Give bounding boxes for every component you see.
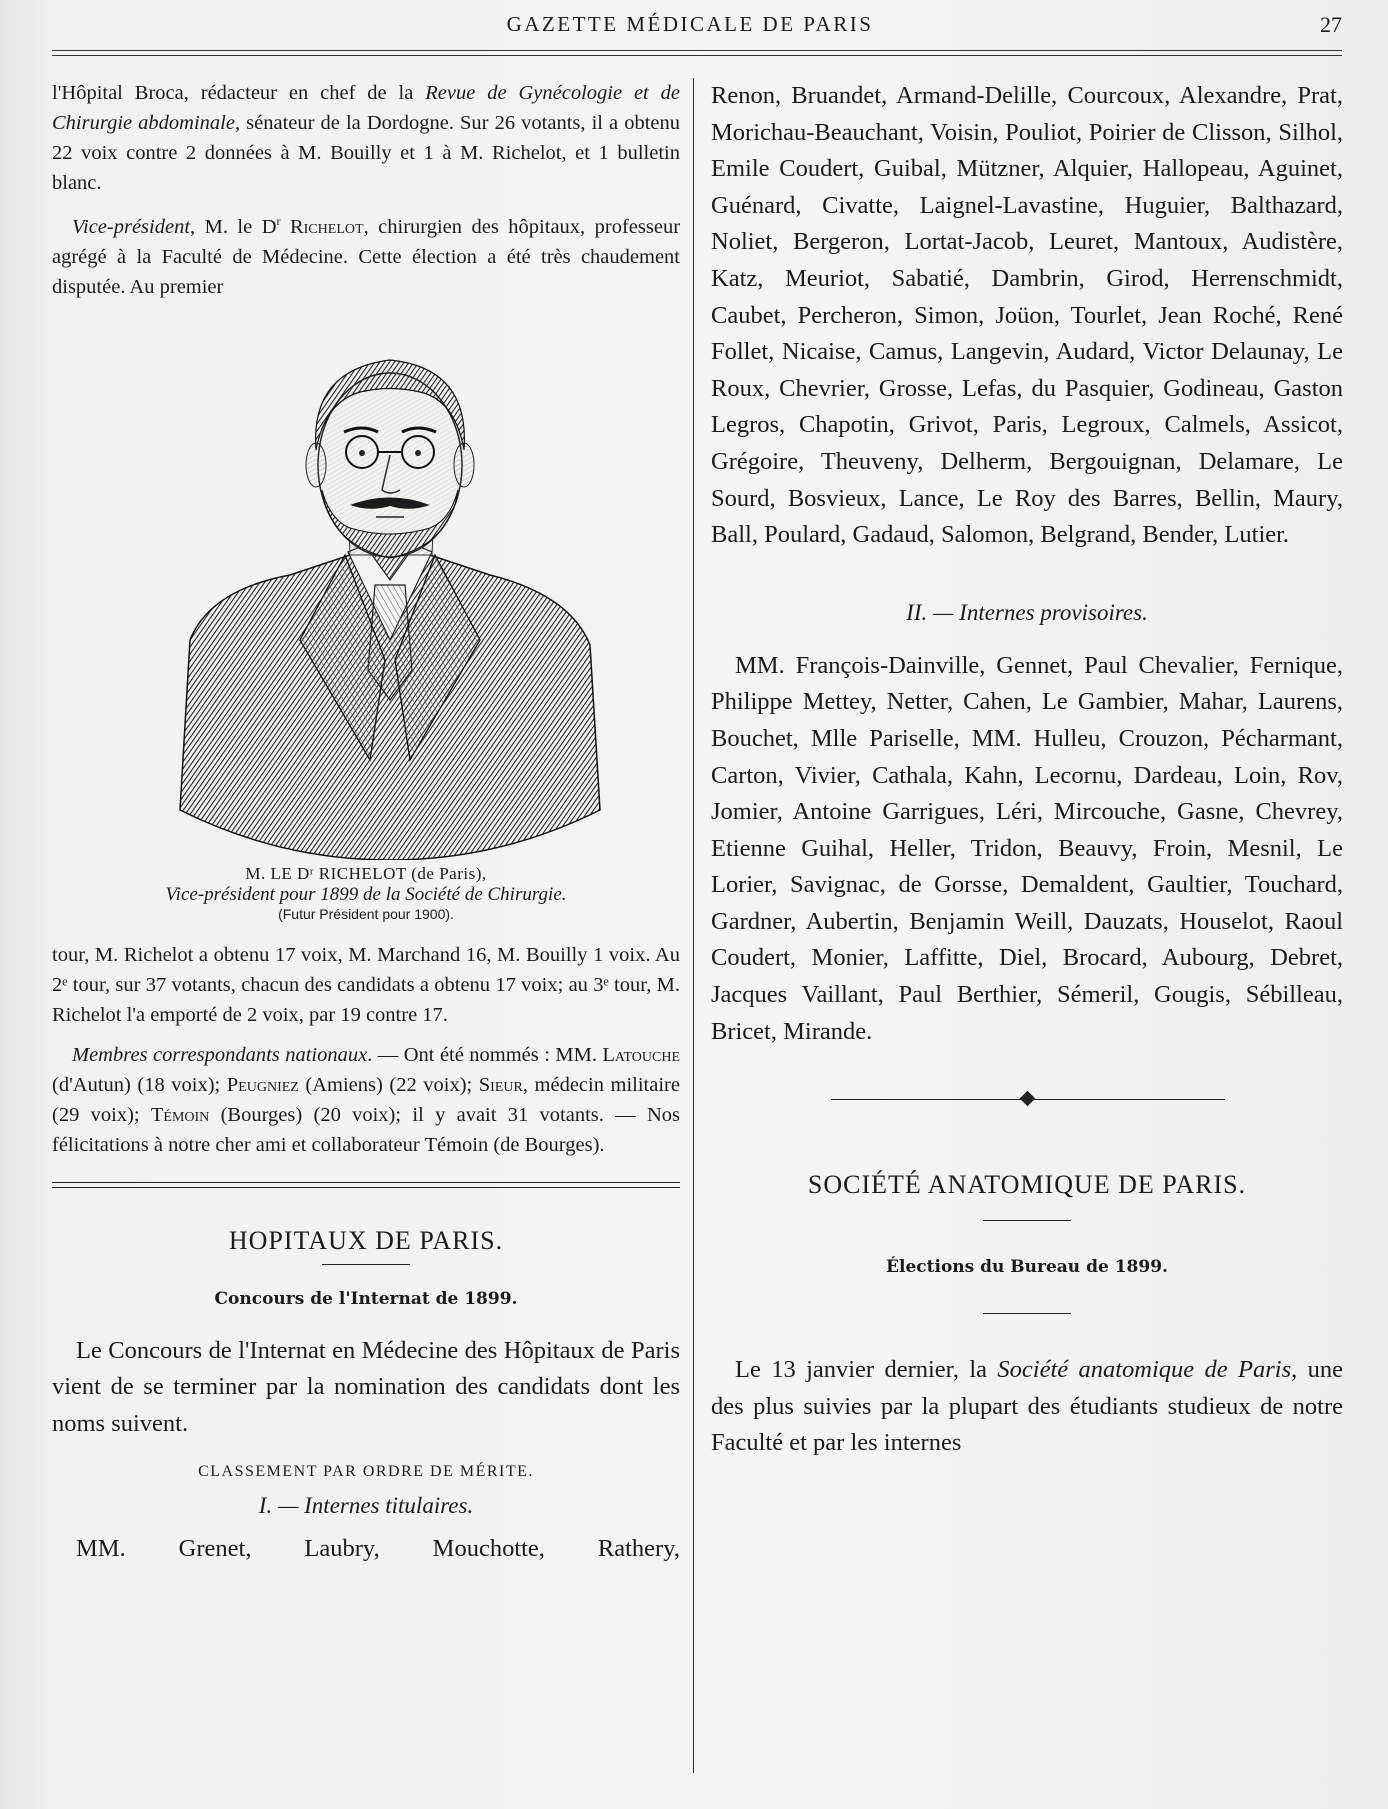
section-separator — [52, 1182, 680, 1188]
person-name: Témoin — [150, 1103, 210, 1126]
running-head — [0, 8, 1388, 42]
titulaires-list-start: MM. Grenet, Laubry, Mouchotte, Rathery, — [76, 1534, 680, 1562]
provisoires-list: MM. François-Dainville, Gennet, Paul Chevalier, Fernique, Philippe Mettey, Netter, Cahen, Le Gambier, Mahar, Laurens, Bouchet, Mlle Pariselle, MM. Hulleu, Crouzon, Pécharmant, Carton, Vivier, Cathala, Kahn, Lecornu, Dardeau, Loin, Rov, Jomier, Antoine Garrigues, Léri, Mircouche, Gasne, Chevrey, Etienne Guihal, Heller, Tridon, Beauvy, Froin, Mesnil, Le Lorier, Savignac, de Gorsse, Demaldent, Gaultier, Touchard, Gardner, Aubertin, Benjamin Weill, Dauzats, Houselot, Raoul Coudert, Monier, Laffitte, Diel, Brocard, Aubourg, Debret, Jacques Vaillant, Paul Berthier, Sémeril, Gougis, Sébilleau, Bricet, Mirande. — [711, 651, 1343, 1045]
portrait-illustration — [170, 340, 610, 860]
broca-paragraph — [52, 78, 680, 198]
portrait-engraving — [170, 340, 610, 860]
text-run: , M. le D — [190, 215, 277, 238]
page-number: 27 — [1320, 12, 1342, 37]
correspondants-paragraph — [52, 1040, 680, 1160]
role-label: Membres correspondants nationaux — [72, 1043, 368, 1066]
text-run: (Bourges) (20 voix); il y avait 31 votants. — Nos félicitations à notre cher ami et collaborateur Témoin (de Bourges). — [52, 1103, 680, 1156]
text-run: l'Hôpital Broca, rédacteur en chef de la — [52, 82, 426, 104]
text-run: (d'Autun) (18 voix); — [52, 1073, 227, 1096]
elections-subhead: Élections du Bureau de 1899. — [886, 1257, 1168, 1278]
text-run: , sénateur de la Dordogne. Sur 26 votants, il a obtenu 22 voix contre 2 données à M. Bouilly et 1 à M. Richelot, et 1 bulletin blanc. — [52, 112, 680, 194]
titulaires-heading: I. — Internes titulaires. — [258, 1492, 474, 1518]
portrait-caption — [52, 864, 680, 922]
title-underline — [322, 1264, 410, 1265]
ornament-left-bar — [831, 1099, 1023, 1100]
header-rule — [52, 50, 1342, 56]
society-name: Société anatomique de Paris — [997, 1356, 1292, 1384]
concours-intro: Le Concours de l'Internat en Médecine des Hôpitaux de Paris vient de se terminer par la nomination des candidats dont les noms suivent. — [52, 1336, 680, 1438]
classement-heading: CLASSEMENT PAR ORDRE DE MÉRITE. — [198, 1462, 534, 1480]
anatomique-section-title: SOCIÉTÉ ANATOMIQUE DE PARIS. — [807, 1170, 1247, 1200]
caption-line-1: M. LE Dʳ RICHELOT (de Paris), — [245, 863, 487, 883]
caption-line-3: (Futur Président pour 1900). — [278, 905, 454, 922]
journal-title: GAZETTE MÉDICALE DE PARIS — [506, 12, 874, 36]
left-column — [52, 78, 680, 1567]
person-name: Peugniez — [226, 1073, 299, 1096]
concours-subhead: Concours de l'Internat de 1899. — [214, 1288, 518, 1309]
right-column — [711, 78, 1343, 1462]
text-run: , chirurgien des hôpitaux, professeur agrégé à la Faculté de Médecine. Cette élection a été très chaudement disputée. Au premier — [52, 215, 681, 298]
text-run: , une des plus suivies par la plupart des étudiants studieux de notre Faculté et par les internes — [711, 1356, 1343, 1457]
text-run: Le 13 janvier dernier, la — [735, 1356, 998, 1384]
person-name: Richelot — [290, 215, 364, 238]
ornament-rule — [711, 1090, 1343, 1110]
text-run: (Amiens) (22 voix); — [298, 1073, 479, 1096]
column-divider — [693, 78, 694, 1773]
title-underline — [983, 1220, 1071, 1221]
text-run: . — Ont été nommés : MM. — [367, 1043, 603, 1066]
superscript: r — [276, 214, 281, 228]
caption-line-2: Vice-président pour 1899 de la Société de Chirurgie. — [165, 883, 567, 905]
role-label: Vice-président — [72, 215, 191, 238]
ornament-right-bar — [1033, 1099, 1225, 1100]
person-name: Latouche — [602, 1043, 681, 1066]
anatomique-paragraph — [711, 1352, 1343, 1462]
votes-paragraph: tour, M. Richelot a obtenu 17 voix, M. Marchand 16, M. Bouilly 1 voix. Au 2ᵉ tour, sur 37 votants, chacun des candidats a obtenu 17 voix; au 3ᵉ tour, M. Richelot l'a emporté de 2 voix, par 19 contre 17. — [52, 943, 680, 1026]
subhead-underline — [983, 1313, 1071, 1314]
titulaires-list-continued: Renon, Bruandet, Armand-Delille, Courcoux, Alexandre, Prat, Morichau-Beauchant, Voisin, Pouliot, Poirier de Clisson, Silhol, Emile Coudert, Guibal, Mützner, Alquier, Hallopeau, Aguinet, Guénard, Civatte, Laignel-Lavastine, Huguier, Balthazard, Noliet, Bergeron, Lortat-Jacob, Leuret, Mantoux, Audistère, Katz, Meuriot, Sabatié, Dambrin, Girod, Herrenschmidt, Caubet, Percheron, Simon, Joüon, Tourlet, Jean Roché, René Follet, Nicaise, Camus, Langevin, Audard, Victor Delaunay, Le Roux, Chevrier, Grosse, Lefas, du Pasquier, Godineau, Gaston Legros, Chapotin, Grivot, Paris, Legroux, Calmels, Assicot, Grégoire, Theuveny, Delherm, Bergouignan, Delamare, Le Sourd, Bosvieux, Lance, Le Roy des Barres, Bellin, Maury, Ball, Poulard, Gadaud, Salomon, Belgrand, Bender, Lutier. — [711, 82, 1343, 549]
journal-name: Revue de Gynécologie et de Chirurgie abdominale — [52, 82, 680, 134]
text-run: , médecin militaire (29 voix); — [52, 1073, 680, 1126]
provisoires-heading: II. — Internes provisoires. — [906, 599, 1148, 625]
vice-president-paragraph — [52, 206, 680, 302]
hopitaux-section-title: HOPITAUX DE PARIS. — [228, 1225, 504, 1255]
person-name: Sieur — [478, 1073, 523, 1096]
